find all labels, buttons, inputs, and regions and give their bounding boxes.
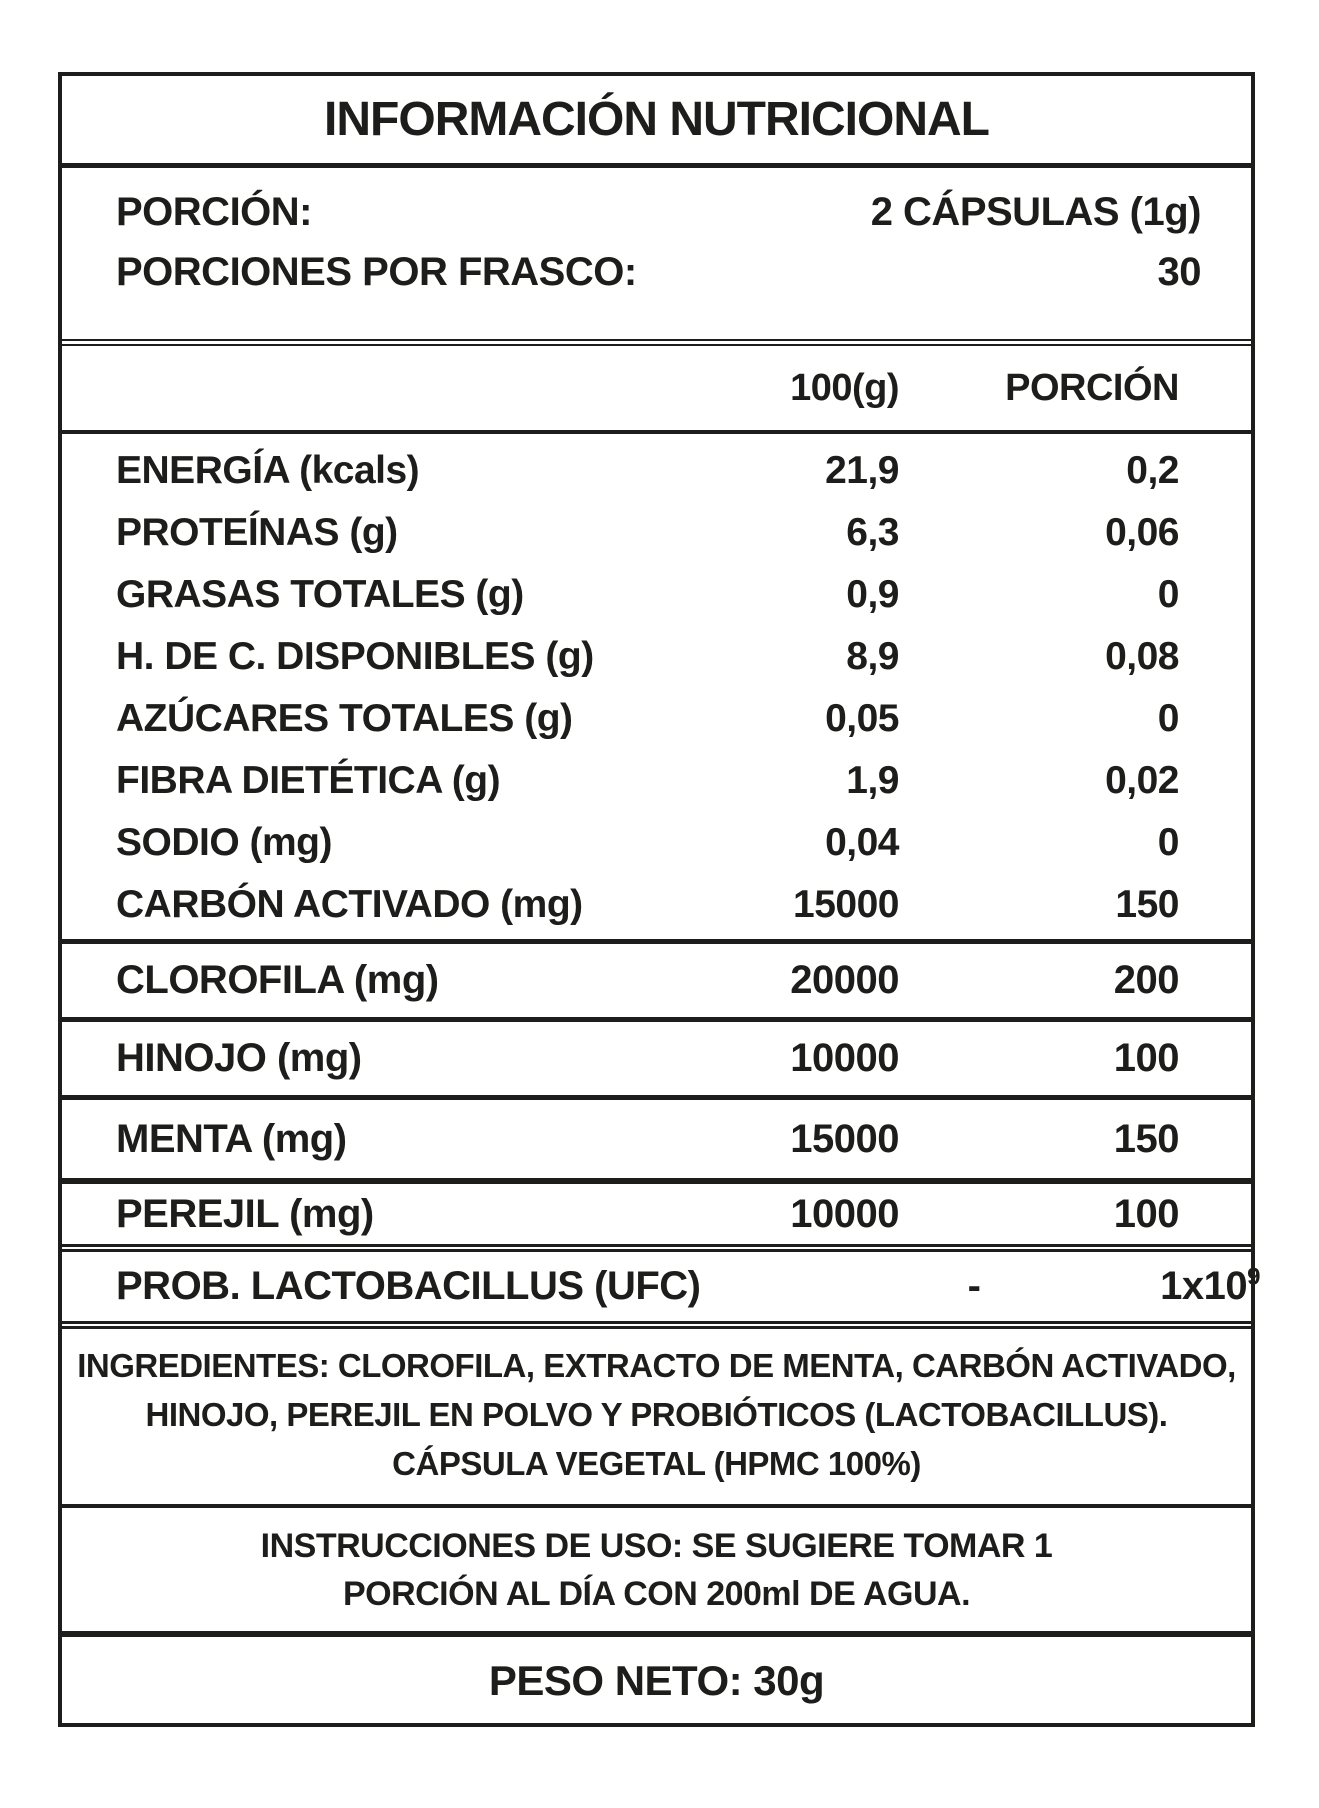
table-row [62,688,1251,750]
servings-per-container-value: 30 [1157,250,1201,294]
serving-size-label: PORCIÓN: [116,190,312,234]
nutrient-name: CARBÓN ACTIVADO (mg) [116,883,583,926]
nutrient-name: AZÚCARES TOTALES (g) [116,697,573,740]
botanical-porcion: 100 [1113,1191,1179,1236]
servings-per-container-row [116,242,1201,302]
nutrient-name: GRASAS TOTALES (g) [116,573,524,616]
instructions-line-1: INSTRUCCIONES DE USO: SE SUGIERE TOMAR 1 [260,1527,1053,1565]
nutrition-label [58,72,1261,1727]
row-probiotic [62,1252,1261,1329]
nutrient-name: H. DE C. DISPONIBLES (g) [116,635,594,678]
nutrient-name: SODIO (mg) [116,821,332,864]
serving-size-row [116,182,1201,242]
row-clorofila [62,944,1251,1022]
botanical-per100: 20000 [790,958,899,1002]
ingredients-line-1: INGREDIENTES: CLOROFILA, EXTRACTO DE MENTA, CARBÓN ACTIVADO, [77,1347,1236,1384]
nutrient-name: FIBRA DIETÉTICA (g) [116,759,501,802]
botanical-name: PEREJIL (mg) [116,1191,374,1236]
ingredients-section [62,1329,1251,1508]
nutrient-porcion: 0,06 [1105,511,1179,554]
nutrient-per100: 6,3 [846,511,899,554]
nutrient-per100: 15000 [793,883,899,926]
table-row [62,626,1251,688]
nutrient-porcion: 0 [1157,573,1179,616]
nutrient-per100: 1,9 [846,759,899,802]
nutrient-per100: 0,05 [825,697,899,740]
table-row [62,440,1251,502]
botanical-per100: 10000 [790,1036,899,1080]
nutrient-name: ENERGÍA (kcals) [116,449,420,492]
nutrition-title: INFORMACIÓN NUTRICIONAL [62,76,1251,168]
nutrient-porcion: 0 [1157,697,1179,740]
probiotic-exponent: 9 [1247,1263,1261,1291]
nutrients-section [62,434,1251,944]
nutrient-per100: 8,9 [846,635,899,678]
nutrient-porcion: 0,2 [1126,449,1179,492]
botanical-name: HINOJO (mg) [116,1036,362,1080]
nutrient-per100: 0,9 [846,573,899,616]
table-row [62,812,1251,874]
row-perejil [62,1184,1251,1252]
servings-per-container-label: PORCIONES POR FRASCO: [116,250,637,294]
serving-size-value: 2 CÁPSULAS (1g) [870,190,1201,234]
table-row [62,750,1251,812]
nutrient-porcion: 0,08 [1105,635,1179,678]
table-row [62,874,1251,936]
botanical-porcion: 150 [1113,1116,1179,1161]
nutrient-porcion: 150 [1115,883,1179,926]
nutrient-porcion: 0 [1157,821,1179,864]
ingredients-line-2: HINOJO, PEREJIL EN POLVO Y PROBIÓTICOS (LACTOBACILLUS). [145,1396,1168,1433]
botanical-per100: 10000 [790,1191,899,1236]
botanical-porcion: 200 [1113,958,1179,1002]
instructions-section [62,1508,1251,1637]
botanical-name: CLOROFILA (mg) [116,958,439,1002]
column-header-per100: 100(g) [790,367,899,409]
net-weight: PESO NETO: 30g [488,1656,825,1704]
table-row [62,502,1251,564]
probiotic-porcion: $1x10^9$ [1160,1263,1261,1308]
nutrient-name: PROTEÍNAS (g) [116,511,398,554]
serving-section [62,168,1251,346]
nutrient-porcion: 0,02 [1105,759,1179,802]
nutrient-per100: 0,04 [825,821,899,864]
botanical-name: MENTA (mg) [116,1116,347,1161]
table-row [62,564,1251,626]
column-header-porcion: PORCIÓN [1005,367,1179,409]
row-hinojo [62,1022,1251,1100]
row-menta [62,1100,1251,1184]
instructions-line-2: PORCIÓN AL DÍA CON 200ml DE AGUA. [342,1575,971,1613]
nutrient-per100: 21,9 [825,449,899,492]
ingredients-line-3: CÁPSULA VEGETAL (HPMC 100%) [392,1445,921,1482]
botanical-porcion: 100 [1113,1036,1179,1080]
probiotic-per100: - [967,1264,981,1308]
column-header-row [62,346,1251,434]
probiotic-name: PROB. LACTOBACILLUS (UFC) [116,1264,701,1308]
botanical-per100: 15000 [790,1116,899,1161]
